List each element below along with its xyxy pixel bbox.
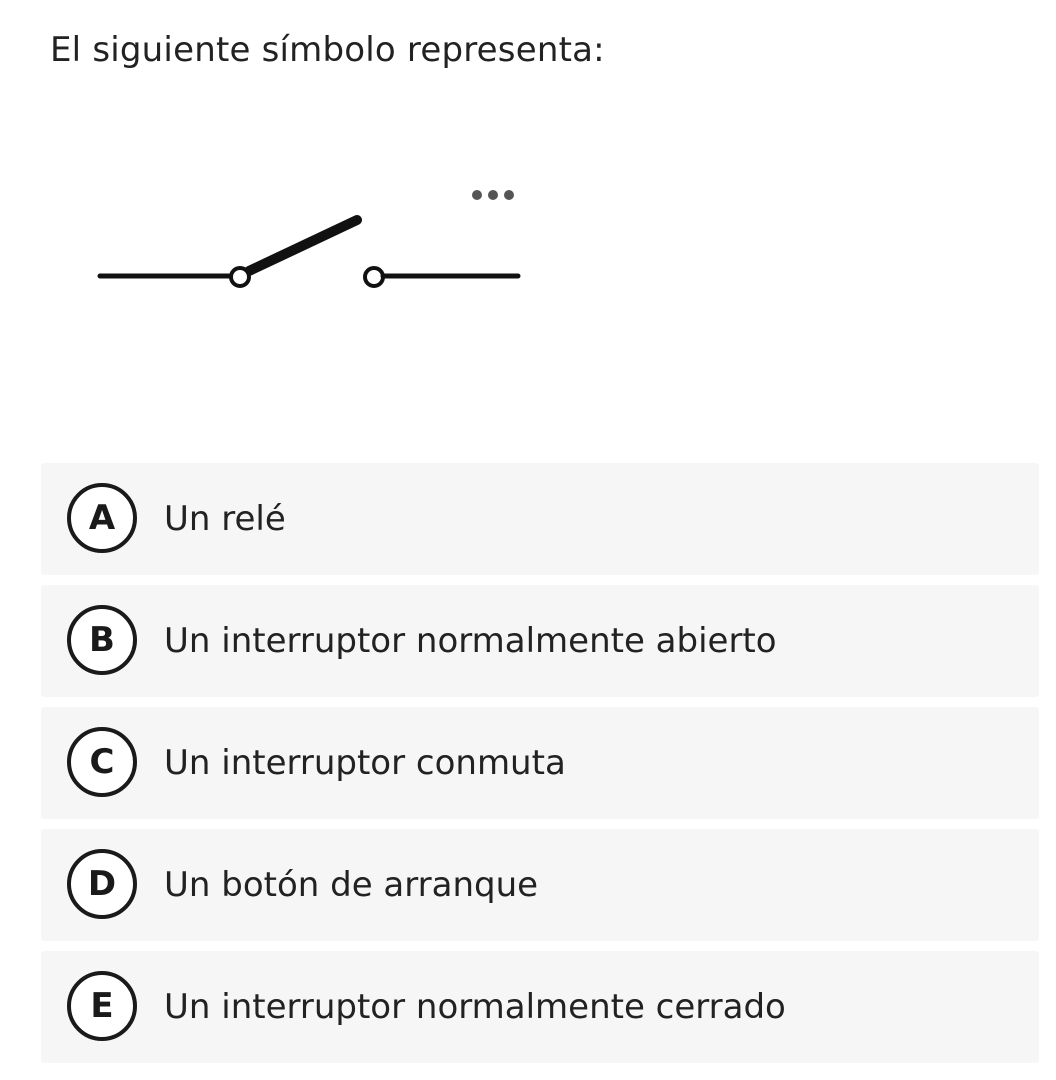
option-d[interactable] bbox=[41, 829, 1039, 941]
option-a-badge: A bbox=[67, 483, 137, 553]
answer-options bbox=[41, 463, 1039, 1073]
option-b-text: Un interruptor normalmente abierto bbox=[164, 621, 777, 661]
option-c-badge: C bbox=[67, 727, 137, 797]
more-options-icon[interactable] bbox=[470, 188, 516, 202]
option-b[interactable] bbox=[41, 585, 1039, 697]
option-e[interactable] bbox=[41, 951, 1039, 1063]
switch-symbol-icon bbox=[90, 205, 530, 305]
option-d-text: Un botón de arranque bbox=[164, 865, 539, 905]
option-c-text: Un interruptor conmuta bbox=[164, 743, 566, 783]
option-e-text: Un interruptor normalmente cerrado bbox=[164, 987, 786, 1027]
question-text: El siguiente símbolo representa: bbox=[50, 30, 605, 70]
option-e-badge: E bbox=[67, 971, 137, 1041]
option-a-text: Un relé bbox=[164, 499, 286, 539]
option-b-badge: B bbox=[67, 605, 137, 675]
option-c[interactable] bbox=[41, 707, 1039, 819]
option-d-badge: D bbox=[67, 849, 137, 919]
option-a[interactable] bbox=[41, 463, 1039, 575]
